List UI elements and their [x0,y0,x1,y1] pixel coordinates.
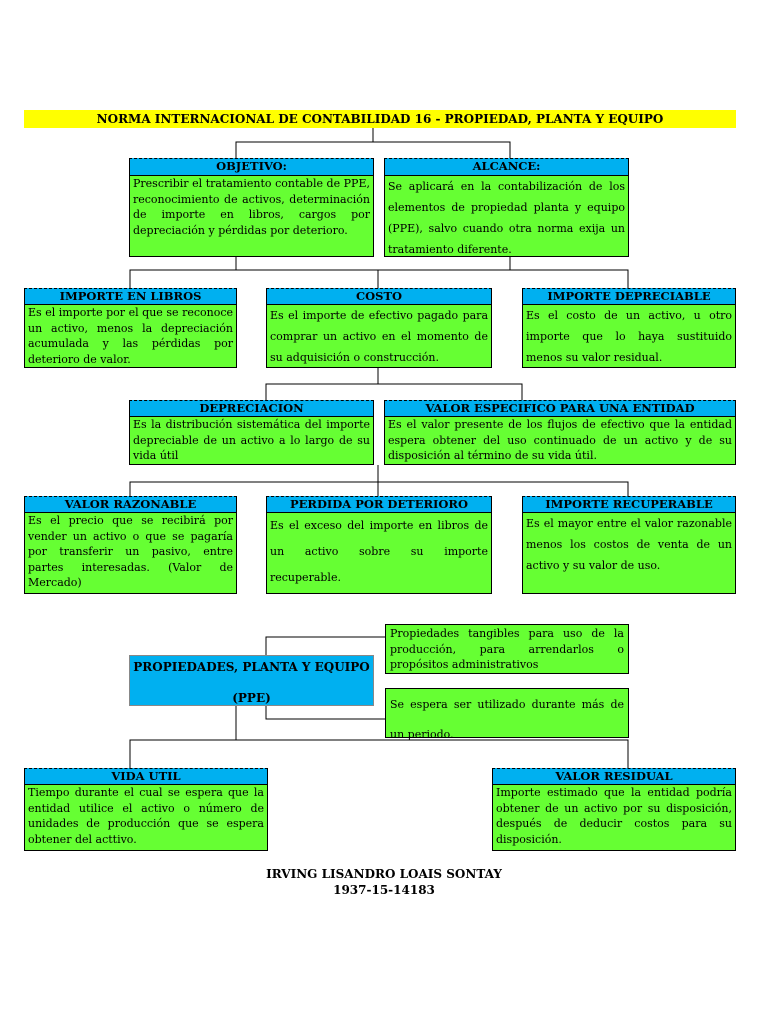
connector-row2-b [378,384,522,400]
perdida-deterioro-text: Es el exceso del importe en libros de un activo sobre su importe recuperable. [266,512,492,594]
importe-libros-text: Es el importe por el que se reconoce un activo, menos la depreciación acumulada y las pérdidas por deterioro de valor. [24,304,237,368]
alcance-text: Se aplicará en la contabilización de los elementos de propiedad planta y equipo (PPE), salvo cuando otra norma exija un tratamiento diferente. [384,175,629,257]
vida-util-header: VIDA UTIL [24,768,268,784]
objetivo-text: Prescribir el tratamiento contable de PPE, reconocimiento de activos, determinación de importe en libros, cargos por depreciación y pérdidas por deterioro. [129,175,374,257]
importe-libros-header: IMPORTE EN LIBROS [24,288,237,304]
connector-row2 [266,368,378,400]
connector-row3 [130,465,378,496]
author-name: IRVING LISANDRO LOAIS SONTAY [266,867,502,881]
importe-recuperable-header: IMPORTE RECUPERABLE [522,496,736,512]
author-id: 1937-15-14183 [333,883,435,897]
connector-ppe-down [130,706,236,768]
page-title: NORMA INTERNACIONAL DE CONTABILIDAD 16 - PROPIEDAD, PLANTA Y EQUIPO [24,110,736,128]
valor-razonable-text: Es el precio que se recibirá por vender un activo o que se pagaría por transferir un pasivo, entre partes interesadas. (Valor de Mercado) [24,512,237,594]
connector-title-top [236,128,373,158]
importe-depreciable-header: IMPORTE DEPRECIABLE [522,288,736,304]
ppe-title: PROPIEDADES, PLANTA Y EQUIPO [133,660,370,674]
importe-recuperable-text: Es el mayor entre el valor razonable menos los costos de venta de un activo y su valor de uso. [522,512,736,594]
objetivo-header: OBJETIVO: [129,158,374,175]
valor-especifico-text: Es el valor presente de los flujos de efectivo que la entidad espera obtener del uso continuado de un activo y de su disposición al término de su vida útil. [384,416,736,465]
perdida-deterioro-header: PERDIDA POR DETERIORO [266,496,492,512]
costo-text: Es el importe de efectivo pagado para comprar un activo en el momento de su adquisición o construcción. [266,304,492,368]
valor-razonable-header: VALOR RAZONABLE [24,496,237,512]
connector-title-top2 [373,142,510,158]
connector-ppe-top [266,637,385,655]
ppe-desc-periodo: Se espera ser utilizado durante más de un periodo. [385,688,629,738]
costo-header: COSTO [266,288,492,304]
ppe-abbr: (PPE) [232,691,271,705]
vida-util-text: Tiempo durante el cual se espera que la entidad utilice el activo o número de unidades de producción que se espera obtener del acttivo. [24,784,268,851]
depreciacion-text: Es la distribución sistemática del importe depreciable de un activo a lo largo de su vida útil [129,416,374,465]
connector-row1-b [236,270,378,288]
ppe-desc-tangibles: Propiedades tangibles para uso de la producción, para arrendarlos o propósitos administrativos [385,624,629,674]
depreciacion-header: DEPRECIACION [129,400,374,416]
importe-depreciable-text: Es el costo de un activo, u otro importe que lo haya sustituido menos su valor residual. [522,304,736,368]
valor-residual-header: VALOR RESIDUAL [492,768,736,784]
valor-residual-text: Importe estimado que la entidad podría obtener de un activo por su disposición, después de deducir costos para su disposición. [492,784,736,851]
connector-row3-b [378,482,628,496]
connector-row1-a [130,256,236,288]
valor-especifico-header: VALOR ESPECIFICO PARA UNA ENTIDAD [384,400,736,416]
alcance-header: ALCANCE: [384,158,629,175]
connector-row1-c [378,270,628,288]
ppe-box [129,655,374,706]
connector-ppe-bottom [266,706,385,719]
